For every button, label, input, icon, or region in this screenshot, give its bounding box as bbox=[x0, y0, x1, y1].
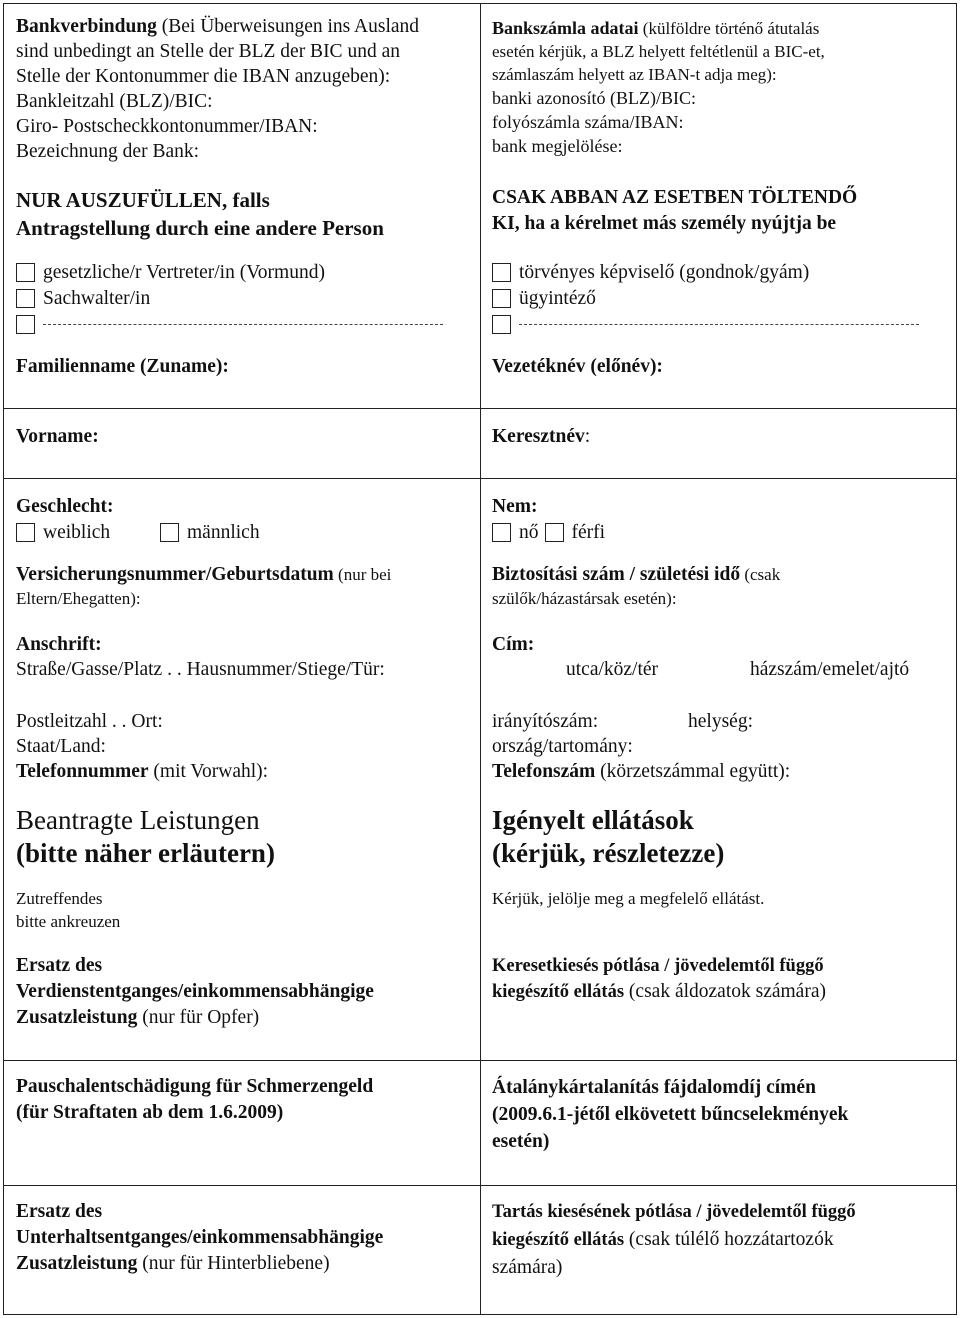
leistungen-heading-de bbox=[16, 804, 466, 870]
street-field[interactable]: Straße/Gasse/Platz . . Hausnummer/Stiege/Tür: bbox=[16, 659, 385, 680]
other-fill-line[interactable] bbox=[519, 324, 919, 325]
benefit-line: Zusatzleistung bbox=[16, 1253, 138, 1274]
row-divider bbox=[3, 478, 957, 479]
benefit-line: Ersatz des bbox=[16, 955, 103, 976]
bank-title: Bankszámla adatai bbox=[492, 18, 639, 38]
keresztnev-text: Keresztnév bbox=[492, 426, 585, 447]
anschrift-section-de bbox=[16, 632, 466, 682]
heading-line: Beantragte Leistungen bbox=[16, 805, 260, 835]
leistungen-note-hu: Kérjük, jelölje meg a megfelelő ellátást. bbox=[492, 889, 765, 908]
checkbox-maennlich[interactable] bbox=[160, 523, 179, 542]
benefit-line: kiegészítő ellátás bbox=[492, 1230, 625, 1250]
row-divider bbox=[3, 1060, 957, 1061]
blz-bic-field[interactable]: Bankleitzahl (BLZ)/BIC: bbox=[16, 91, 213, 112]
biztositasi-label: Biztosítási szám / születési idő bbox=[492, 564, 741, 585]
ersatz-hinterbliebene-de[interactable] bbox=[16, 1199, 466, 1277]
option-label: weiblich bbox=[43, 521, 111, 543]
heading-line: (bitte näher erläutern) bbox=[16, 838, 275, 868]
representative-options-de bbox=[16, 259, 466, 337]
versicherung-note: (nur bei bbox=[333, 565, 392, 584]
anschrift-label: Anschrift: bbox=[16, 634, 102, 655]
geschlecht-label: Geschlecht: bbox=[16, 496, 114, 517]
checkbox-weiblich[interactable] bbox=[16, 523, 35, 542]
checkbox-no[interactable] bbox=[492, 523, 511, 542]
row-divider bbox=[3, 1185, 957, 1186]
bank-intro: Stelle der Kontonummer die IBAN anzugeben): bbox=[16, 66, 391, 87]
benefit-line: Átalánykártalanítás fájdalomdíj címén bbox=[492, 1077, 816, 1098]
house-field[interactable]: házszám/emelet/ajtó bbox=[750, 659, 910, 680]
benefit-line: (für Straftaten ab dem 1.6.2009) bbox=[16, 1102, 284, 1123]
heading-line: Igényelt ellátások bbox=[492, 805, 694, 835]
orszag-field[interactable]: ország/tartomány: bbox=[492, 736, 633, 757]
benefit-line: Unterhaltsentganges/einkommensabhängige bbox=[16, 1227, 384, 1248]
ort-section-de bbox=[16, 709, 466, 784]
bank-intro: esetén kérjük, a BLZ helyett feltétlenül a BIC-et, bbox=[492, 42, 825, 61]
benefit-line: Tartás kiesésének pótlása / jövedelemtől függő bbox=[492, 1202, 856, 1222]
option-label: nő bbox=[519, 521, 539, 543]
benefit-line: Keresetkiesés pótlása / jövedelemtől függő bbox=[492, 956, 824, 976]
keresztnev-label bbox=[492, 424, 942, 449]
representative-heading-hu bbox=[492, 185, 942, 237]
ersatz-opfer-hu[interactable] bbox=[492, 953, 942, 1005]
pauschal-hu[interactable] bbox=[492, 1074, 942, 1155]
vorname-label: Vorname: bbox=[16, 426, 99, 447]
option-label: ügyintéző bbox=[519, 287, 596, 309]
iban-field[interactable]: folyószámla száma/IBAN: bbox=[492, 112, 684, 132]
leistungen-note-de bbox=[16, 887, 466, 933]
bank-section-hu bbox=[492, 16, 942, 158]
heading-line: Antragstellung durch eine andere Person bbox=[16, 216, 384, 240]
option-label: törvényes képviselő (gondnok/gyám) bbox=[519, 261, 810, 283]
versicherung-label: Versicherungsnummer/Geburtsdatum bbox=[16, 564, 334, 585]
option-label: gesetzliche/r Vertreter/in (Vormund) bbox=[43, 261, 325, 283]
checkbox-other[interactable] bbox=[16, 315, 35, 334]
note-line: Zutreffendes bbox=[16, 889, 103, 908]
telefon-note[interactable]: (körzetszámmal együtt): bbox=[595, 761, 791, 782]
checkbox-vormund[interactable] bbox=[16, 263, 35, 282]
representative-heading-de bbox=[16, 186, 466, 242]
bank-title: Bankverbindung bbox=[16, 16, 157, 37]
telefon-note[interactable]: (mit Vorwahl): bbox=[148, 761, 269, 782]
benefit-note: számára) bbox=[492, 1257, 563, 1278]
option-label: männlich bbox=[187, 521, 260, 543]
versicherung-section-de bbox=[16, 562, 466, 610]
telefon-label: Telefonszám bbox=[492, 761, 596, 782]
heading-line: KI, ha a kérelmet más személy nyújtja be bbox=[492, 213, 837, 234]
column-divider bbox=[480, 3, 481, 1315]
telefon-label: Telefonnummer bbox=[16, 761, 149, 782]
colon: : bbox=[584, 426, 591, 447]
row-divider bbox=[3, 408, 957, 409]
bank-intro: számlaszám helyett az IBAN-t adja meg): bbox=[492, 65, 777, 84]
checkbox-other[interactable] bbox=[492, 315, 511, 334]
iranyitoszam-field[interactable]: irányítószám: bbox=[492, 711, 599, 732]
street-field[interactable]: utca/köz/tér bbox=[566, 659, 659, 680]
benefit-note: (csak áldozatok számára) bbox=[624, 981, 826, 1002]
checkbox-ferfi[interactable] bbox=[545, 523, 564, 542]
option-label: Sachwalter/in bbox=[43, 287, 151, 309]
benefit-line: Pauschalentschädigung für Schmerzengeld bbox=[16, 1076, 374, 1097]
bank-name-field[interactable]: bank megjelölése: bbox=[492, 136, 623, 156]
heading-line: CSAK ABBAN AZ ESETBEN TÖLTENDŐ bbox=[492, 187, 858, 208]
versicherung-note: Eltern/Ehegatten): bbox=[16, 589, 141, 608]
option-label: férfi bbox=[571, 521, 606, 543]
anschrift-section-hu bbox=[492, 632, 942, 682]
vezeteknev-label: Vezetéknév (előnév): bbox=[492, 356, 663, 377]
geschlecht-section-hu bbox=[492, 494, 942, 545]
biztositasi-note: (csak bbox=[740, 565, 781, 584]
staat-field[interactable]: Staat/Land: bbox=[16, 736, 106, 757]
iban-field[interactable]: Giro- Postscheckkontonummer/IBAN: bbox=[16, 116, 318, 137]
leistungen-heading-hu bbox=[492, 804, 942, 870]
biztositasi-note: szülők/házastársak esetén): bbox=[492, 589, 677, 608]
pauschal-de[interactable] bbox=[16, 1074, 466, 1126]
bank-intro: (külföldre történő átutalás bbox=[638, 19, 820, 38]
benefit-note: (nur für Hinterbliebene) bbox=[137, 1253, 330, 1274]
postleitzahl-field[interactable]: Postleitzahl . . Ort: bbox=[16, 711, 163, 732]
familienname-label: Familienname (Zuname): bbox=[16, 356, 229, 377]
benefit-line: Verdienstentganges/einkommensabhängige bbox=[16, 981, 374, 1002]
checkbox-gondnok[interactable] bbox=[492, 263, 511, 282]
benefit-line: Zusatzleistung bbox=[16, 1007, 138, 1028]
checkbox-sachwalter[interactable] bbox=[16, 289, 35, 308]
ort-section-hu bbox=[492, 709, 942, 784]
bank-section-de bbox=[16, 14, 466, 164]
checkbox-ugyintezo[interactable] bbox=[492, 289, 511, 308]
heading-line: (kérjük, részletezze) bbox=[492, 838, 725, 868]
ersatz-opfer-de[interactable] bbox=[16, 953, 466, 1031]
versicherung-section-hu bbox=[492, 562, 942, 610]
benefit-line: kiegészítő ellátás bbox=[492, 982, 625, 1002]
bank-name-field[interactable]: Bezeichnung der Bank: bbox=[16, 141, 200, 162]
other-fill-line[interactable] bbox=[43, 324, 443, 325]
ersatz-hinterbliebene-hu[interactable] bbox=[492, 1199, 942, 1281]
benefit-line: Ersatz des bbox=[16, 1201, 103, 1222]
nem-label: Nem: bbox=[492, 496, 538, 517]
helyseg-field[interactable]: helység: bbox=[688, 711, 753, 732]
representative-options-hu bbox=[492, 259, 942, 337]
benefit-note: (csak túlélő hozzátartozók bbox=[624, 1229, 834, 1250]
note-line: bitte ankreuzen bbox=[16, 912, 121, 931]
bank-intro: sind unbedingt an Stelle der BLZ der BIC und an bbox=[16, 41, 400, 62]
geschlecht-section-de bbox=[16, 494, 466, 545]
bank-intro: (Bei Überweisungen ins Ausland bbox=[156, 16, 420, 37]
blz-bic-field[interactable]: banki azonosító (BLZ)/BIC: bbox=[492, 88, 696, 108]
benefit-line: (2009.6.1-jétől elkövetett bűncselekmények bbox=[492, 1104, 849, 1125]
benefit-line: esetén) bbox=[492, 1131, 550, 1152]
heading-line: NUR AUSZUFÜLLEN, falls bbox=[16, 188, 270, 212]
benefit-note: (nur für Opfer) bbox=[137, 1007, 260, 1028]
cim-label: Cím: bbox=[492, 634, 535, 655]
